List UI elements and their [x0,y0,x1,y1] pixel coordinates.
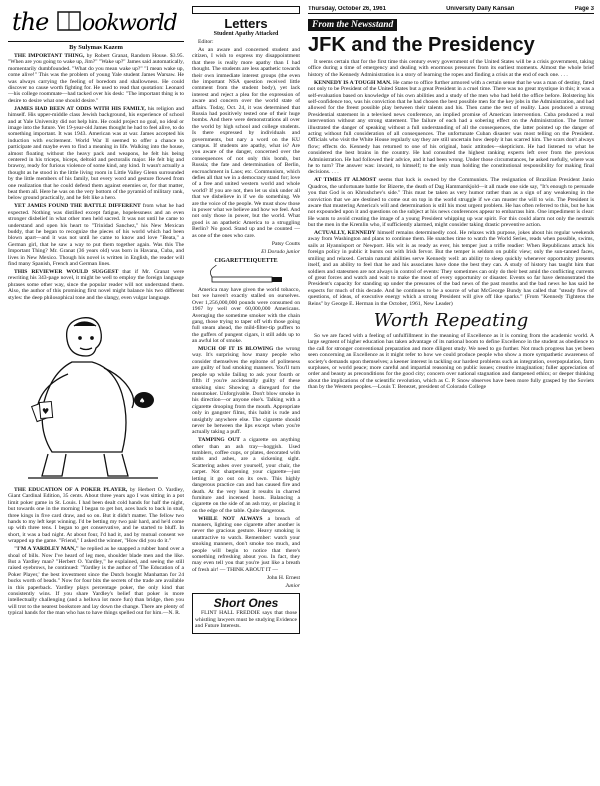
book-world-logo [8,6,184,36]
signature-1: Patsy Coutts [271,240,300,247]
issue-date: Thursday, October 26, 1961 [308,6,386,12]
short-ones-box: Short Ones FLINT HALL FREDDIE says that those whistling lawyers must be studying Evidence and Future Interests. [192,593,300,634]
poker-player-illustration [8,304,184,484]
letters-subtitle: Student Apathy Attacked [213,31,279,37]
paper-name: University Daily Kansan [446,6,515,12]
cigarette-icon [192,265,300,287]
short-ones-title: Short Ones [213,596,279,611]
svg-text:♥: ♥ [42,406,50,416]
letters-column: Letters Student Apathy Attacked Editor: As an aware and concerned student and citizen, I wish to express my disappointment that there is really more apathy than I had thought. The students are less apathetic towards their own immediate interest groups (the even the important NSA question received little comment from the student body), yet lack interest and reject a plea for the expression of aware and concern over the world state of affairs. Today, Oct. 24, it was determined that Russia had positively tested one of their huge bombs. And there were demonstrations all over the world by high school and college students. Is there expressed by individuals and governments, but nary a word on the KU campus. If students are apathy, what is? Are you aware of the danger, concerned over the consequences of not only this bomb, but Russia; the fate and determination of Berlin, encroachment in Laos; etc. Communism, which defies all that we in a democracy stand for; love of a free and united western world and whole world? If you are not, then let us sink under all that we disbelieve in if we do something. We are the voice of the people. We must show those in power what we believe and how we feel. And not only those in power, but the world. What good is an apathetic America to a struggling Berlin? No good. Stand up and be counted — as one of the ones who care. Patsy Coutts El Dorado junior CIGARETTEIQUETTE America may have given the world tobacco, but we haven't exactly stalled on ourselves. Over 1,256,000,000 pounds were consumed on 1967 by well over 60,000,000 Americans. Averaging the sometime smoker with the chain gang, those trying to taper off with those going full steam ahead, the mild-filter-tip puffers to the guffers of pungent cigars, it still adds up to an awful lot of smoke. MUCH OF IT IS BLOWING the wrong way. It's surprising how many people who consider themselves the epitome of politeness are guilty of bad smoking manners. You'll turn people up while failing to ask your fourth or fifth if you're accidentally guilty of these smoking sins: Showing a disregard for the nonsmoker. Unforgivable. Don't blow smoke in his direction—or anyone else's. Talking with a cigarette drooping from the mouth. Appropriate only in gangster films, this habit is rude and unsightly anywhere else. The cigarette should never be between the lips except when you're actually taking a puff. TAMPING OUT a cigarette on anything other than an ash tray—hoggish. Used tumblers, coffee cups, or plates, decorated with stubs and ashes, are a sickening sight. Scattering ashes over yourself, your chair, the carpet. Not sharpening your cigarette—just letting it go out on its own. This highly dangerous practice can and has caused fire and death. At the very least it results in charred furniture and incensed hosts. Balancing a cigarette on the side of an ash tray, or placing it on the edge of the table. Quite dangerous. WHILE NOT ALWAYS a breach of manners, lighting one cigarette after another is never the gracious gesture. Heavy smoking is unattractive to watch. Remember: watch your smoking manners, don't smoke too much, and people will begin to notice that there's something refreshing about you. In fact, they may even tell you that you're just like a breath of fresh air! — THINK ABOUT IT — John H. Ernest Junior Short Ones FLINT HALL FREDDIE says that those whistling lawyers must be studying Evidence and Future Interests. [192,6,300,782]
newsstand-column: Thursday, October 26, 1961 University Daily Kansan Page 3 From the Newsstand JFK and the Presidency It seems certain that for the first time this century every government of the United States will be a crisis government, taking office during a time of emergency and dealing with enormous pressures from its earliest moments. Almost the whole brief history of the Kennedy Administration is a story of learning the ropes and finding a crisis at the end of each one. . . . KENNEDY IS A TOUGH MAN. He came to office further armored with a certain sense that he was a man of destiny, fated not only to be President of the United States but a great President in a cruel time. There was no great mystique in this; it was a self-evaluation based on knowledge of his own abilities and a study of the men who had held the office before. Bolstering his self-confidence too, was his conviction that he had chosen the best possible men for the key jobs in the Administration, and had allowed for the freest possible play between their talents and his. Then came the test of reality. Laos produced a strong Presidential statement in a televised news conference, an implied promise of American intervention. Cuba produced a real intervention without any strong statement. The failure of each had a sobering effect on the Administration. The former illustrated the danger of speaking without a full understanding of all the consequences, the latter pointed up the danger of acting without full consideration of all consequences. The unfortunate Cuban disaster was most telling on the President. Officials who visit the White House regularly say they are still uncertain how deeply it has scarred him. The scars don't always flow; effects do. Kennedy has returned to one of his original, basic attitudes—skepticism. He had listened to what he considered the best brains in the country. He had consulted the highest ranking experts left over from the previous Administration. He had followed their advice, and it had been wrong. Under those circumstances, he asked ruefully, where was he to turn? The answer was: inward, to himself; to the only man holding the constitutional responsibility for making final decisions. . . . AT TIMES IT ALMOST seems that luck is owned by the Communists. The resignation of Brazilian President Janio Quadros, the unfortunate battle for Bizerte, the death of Dag Hammarskjold—it all made one side say, "It's enough to persuade you that God is on Khrushchev's side." This must be taken as very humor rather than as a sign of any weakening in the conviction that we are destined to come out on top in the world struggle if we can muster the will to win. The President is aware that mustering America's will and determination is still his most urgent problem. He has often referred to this, but he has not expounded upon it and questions on the subject at his news conferences appear to embarrass him. One impediment is clear: He wants to avoid creating the image of a young President whipping up war spirit. For this could alarm not only the neutrals but the men in the Kremlin who, if sufficiently alarmed, might consider taking drastic preventive action. ACTUALLY, KENNEDY himself remains determinedly cool. He relaxes with purpose, jokes about his regular weekends away from Washington and plans to continue them. He snatches time to watch the World Series, reads when possible, swims, sails at Hyannisport or Newport. His wit is as ready as ever, his temper just a trifle readier: When Republicans attack his foreign policy in public it bursts out with Irish fervor. But the temper is seldom on public view; only the sun-tanned faces, smiling and relaxed. Certain natural abilities serve Kennedy well: an ability to sleep quickly whenever opportunity presents itself, and an ability to feel that he and his associates have done the best they can. A study of history has taught him that soldiers and statesmen are not always in control of events: They sometimes can only do their best amid the conflicting currents of great forces and watch and wait to make the most of every opportunity or disaster. Events so far have demonstrated the President's capacity for standing up under the pressures of the bad news of the past months and the bad news he has said he expects for much of this decade. And he continues to be a source of what McGeorge Bundy has called that "steady flow of questions, of ideas, of executive energy which a strong President will give off like sparks." (From "Kennedy Tightens the Reins" by George E. Herman in the October, 1961, New Leader) Worth Repeating So we are faced with a feeling of unfulfillment in the meaning of Excellence as it is coming from the academic world. A large segment of higher education has taken advantage of its national boom to define Excellence in the student as obedience to the call for stronger conventional preparation and more diligent study. We need to go further. Not much progress has yet been seen concerning an Excellence as it might refer to how we could produce people who show a more sympathetic awareness of society's demands upon themselves; a keener interest in tackling our hardest problems such as integration, overpopulation, farm surpluses, or world peace; more careful and impartial reasoning on public issues; creative imagination; fuller appreciation of order and beauty as preconditions for the good city; concern over national stagnation and dampened ethics; or deeper thinking about the implications of the scientific revolution, which as C. P. Snow observes have been more fully grasped by the Soviets than by the Western peoples.—Louis T. Benezet, president of Colorado College [308,6,594,391]
newspaper-page [8,6,594,782]
book-world-title [8,6,184,39]
book-world-column: the ook world By Sulymas Kazem THE IMPORTANT THING, by Robert Granat, Random House. $3.95. "When are you going to wake up, Jim?" "Wake up?" James said automatically, momentarily dumbfounded. "What do you mean wake up?" "I mean wake up, come alive!" This was the problem of young Yale student James Warsaw. He was always carrying the feeling of boredom and shallowness. He could discover no cause worth fighting for. He used to read that quotation: Leonard—his college roommate—had tacked over his desk: "The important thing is to desire to desire what one should desire." JAMES HAD BEEN AT ODDS WITH HIS FAMILY, his religion and himself. His upper-middle class Jewish background, his experience of school and at Yale University did not help him. He could project no goal, no ideal or image into the future. Yet 19-year-old James thought he had to feel alive, to do something important. It was 1943. American was at war. James accepted his induction with excitement. World War II seemed to offer a chance to participate and maybe even to find a meaning in life. Walking into the house, almost floating without the heavy pack and weapons, he felt his being centered in his triceps, biceps, deltoid and pectoralis major. He felt big and brawny, ready for furious violence of some kind, any kind. It wasn't actually a thought as he stood in the little living room in Little Valley Glenn surrounded by the little members of his family, but every word and gesture flowed from one realization that he could defend them against enemies or, for that matter, beat them all. Here he was on the very bottom of the pyramid of military rank, below ground practically, and he felt like a hero. YET JAMES FOUND THE BATTLE DIFFERENT from what he had expected. Nothing was distilled except fatigue, hopelessness and an even stronger disbelief in what other men held sacred. It was not until he came to understand and open his heart to "Trinidad Sanchez," his New Mexican buddy, that he began to recognize the pieces of his world which had been blown apart—and it was not until he came to know and love "Beata," a German girl, that he saw a way to put them together again. Was this The Important Thing? Mr. Granat (36 years old) was born in Havana, Cuba, and lives in New Mexico. Though his novel is written in English, the reader will find many Spanish, French and German lines. THIS REVIEWER WOULD SUGGEST that if Mr. Granat were rewriting his 343-page novel, it might be well to employ the foreign language phrases some other way, since the popular reader will not understand them. Also, the author of this promising first novel might balance his two different styles: the deep philosophical tone and the slangy, even vulgar language. ♠ ♥ THE EDUCATION OF A POKER PLAYER, by Herbert O. Yardley, Giant Cardinal Edition, 35 cents. About three years ago I was sitting in a pot limit poker game in St. Louis. I had been dealt cold hands for half the night, but towards one in the morning I began to get hot, aces back to back in stud, three kings in five card draw, and so on. But it didn't matter. The fellow two hands to my left kept winning. I'd be betting my two pair hard, and he'd come up with three tens. I began to get conservative, and he started to bluff. In short, it was a bad night. At about four, I'd had it, and by mutual consent we wrapped up the game. "Friend," I asked the winner, "How did you do it." "I'M A YARDLEY MAN," he replied as he snapped a rubber band over a shoal of bills. Now I've heard of leg men, shoulder blade men and the like. But a Yardley man? "Herbert O. Yardley," he explained, and seeing the still raised eyebrows, he continued: "Yardley is the author of 'The Education of a Poker Player,' the best investment since the Dutch bought Manhattan for 24 bucks worth of beads." Now for four bits the secrets of the trade are available in this paperback. Yardley plays percentage poker, the only kind that consistently wins. If you share Yardley's belief that poker is more intellectually challenging (and a helluva lot more fun) than bridge, then you will trot to the nearest bookstore and lay down the change. There are plenty of typical hands for the man who has to have things spelled out for him.—N. R. [8,8,184,617]
newsstand-label: From the Newsstand [308,19,397,31]
worth-repeating-title: Worth Repeating [373,309,529,331]
page-header [308,6,594,14]
svg-text:the: the [12,8,49,36]
page-number: Page 3 [574,6,594,12]
letters-title: Letters [224,16,268,31]
signature-2: John H. Ernest [266,574,300,581]
svg-text:ook: ook [82,11,119,36]
byline: By Sulymas Kazem [69,44,123,51]
article-title: JFK and the Presidency [308,34,535,56]
cigaretteiquette-heading: CIGARETTEIQUETTE [214,257,278,264]
svg-text:world: world [118,11,177,36]
poker-chip-icon [134,392,154,408]
svg-text:♠: ♠ [139,396,146,405]
